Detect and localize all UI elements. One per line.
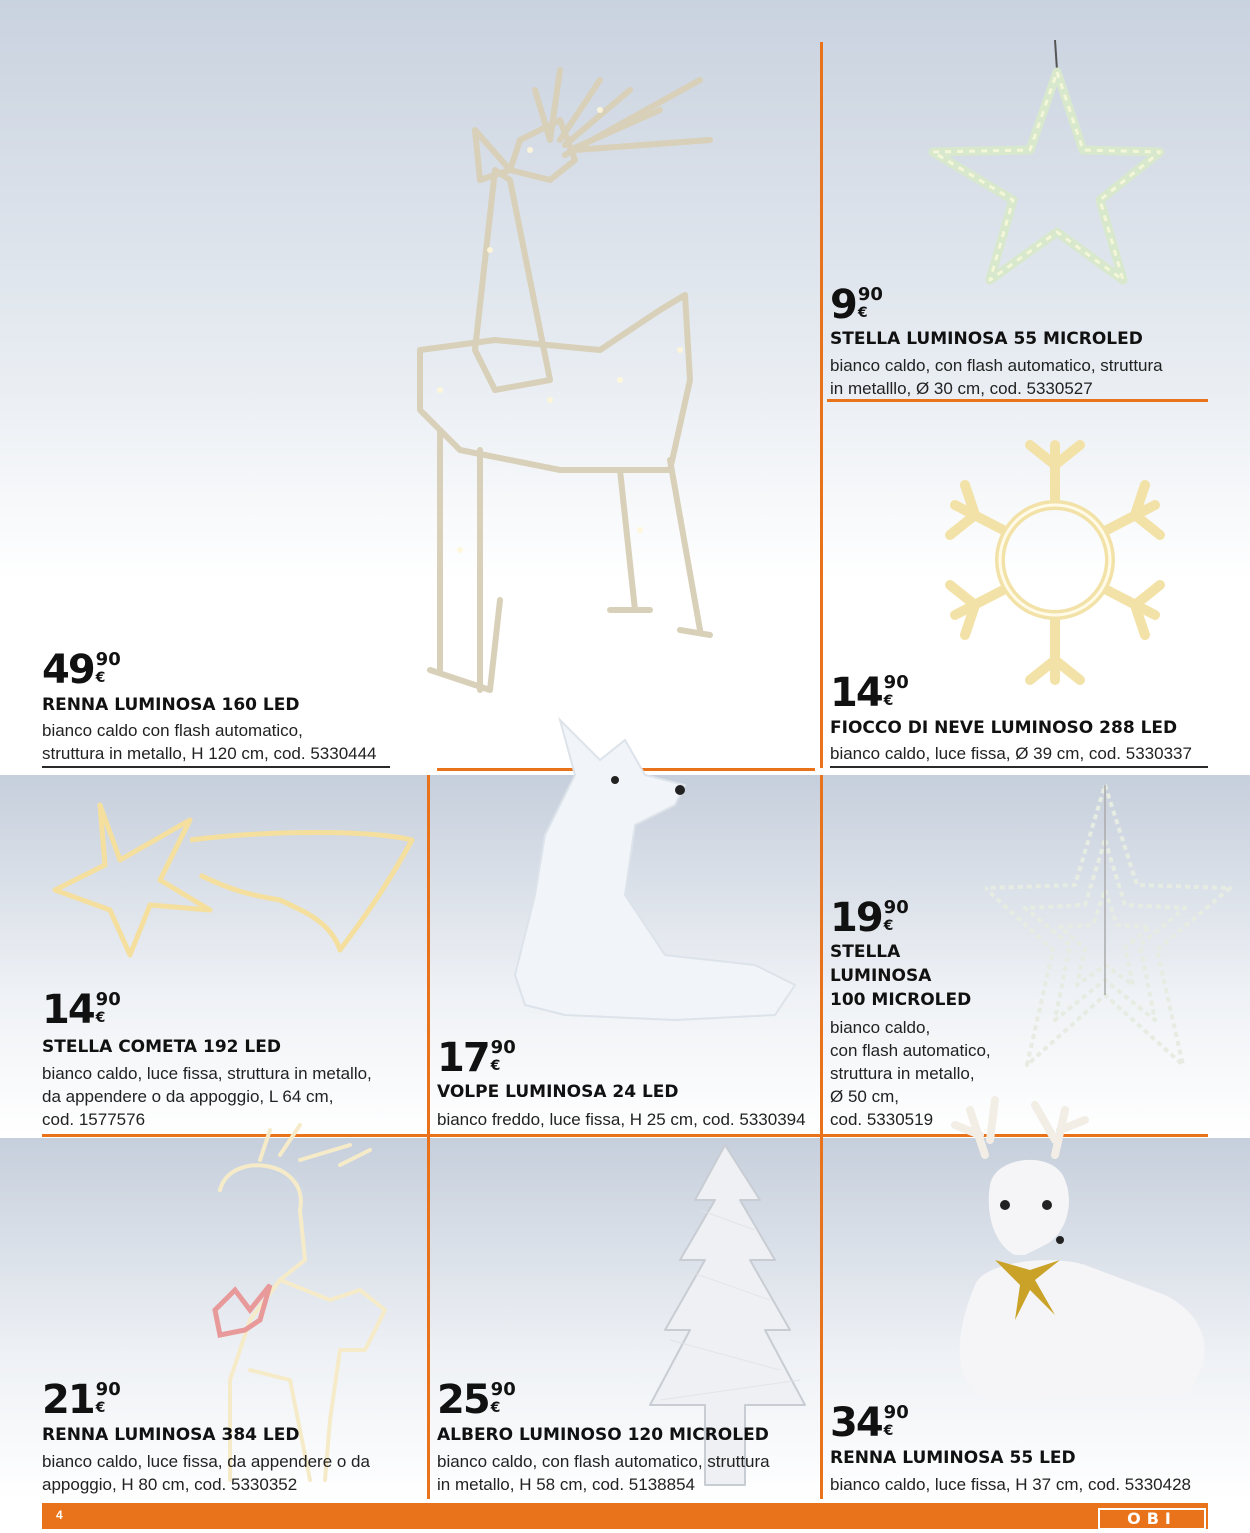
obi-logo: OBI [1098, 1508, 1206, 1530]
reindeer-image [400, 50, 730, 700]
title-stella-100-line1: STELLA [830, 942, 901, 962]
star-image [925, 40, 1165, 290]
desc-renna-55-line1: bianco caldo, luce fissa, H 37 cm, cod. 5330428 [830, 1475, 1191, 1494]
price-stella-55: 9 90 € [830, 282, 883, 328]
title-volpe-24: VOLPE LUMINOSA 24 LED [437, 1082, 679, 1102]
underline-renna-160 [42, 766, 390, 768]
comet-image [50, 800, 420, 960]
title-renna-160: RENNA LUMINOSA 160 LED [42, 695, 300, 715]
divider-vertical-top [820, 42, 823, 768]
desc-renna-384-line2: appoggio, H 80 cm, cod. 5330352 [42, 1475, 298, 1494]
title-cometa-192: STELLA COMETA 192 LED [42, 1037, 281, 1057]
underline-fiocco [830, 766, 1208, 768]
snowflake-image [935, 420, 1175, 700]
price-albero-120: 25 90 € [437, 1377, 516, 1423]
desc-cometa-192-line1: bianco caldo, luce fissa, struttura in metallo, [42, 1064, 372, 1083]
desc-stella-100-line4: Ø 50 cm, [830, 1087, 899, 1106]
desc-stella-100-line1: bianco caldo, [830, 1018, 931, 1037]
desc-cometa-192-line2: da appendere o da appoggio, L 64 cm, [42, 1087, 334, 1106]
desc-albero-120-line1: bianco caldo, con flash automatico, struttura [437, 1452, 770, 1471]
sitting-reindeer-image [935, 1095, 1225, 1405]
desc-stella-100-line2: con flash automatico, [830, 1041, 991, 1060]
desc-stella-100-line5: cod. 5330519 [830, 1110, 934, 1129]
title-fiocco-288: FIOCCO DI NEVE LUMINOSO 288 LED [830, 718, 1178, 738]
fox-image [505, 715, 805, 1025]
title-renna-384: RENNA LUMINOSA 384 LED [42, 1425, 300, 1445]
price-stella-100: 19 90 € [830, 895, 909, 941]
desc-renna-160-line1: bianco caldo con flash automatico, [42, 721, 303, 740]
desc-albero-120-line2: in metallo, H 58 cm, cod. 5138854 [437, 1475, 695, 1494]
desc-stella-55-line2: in metalllo, Ø 30 cm, cod. 5330527 [830, 379, 1093, 398]
price-renna-384: 21 90 € [42, 1377, 121, 1423]
title-stella-100-line2: LUMINOSA [830, 966, 932, 986]
desc-cometa-192-line3: cod. 1577576 [42, 1110, 146, 1129]
price-fiocco-288: 14 90 € [830, 670, 909, 716]
desc-fiocco-288-line1: bianco caldo, luce fissa, Ø 39 cm, cod. 5330337 [830, 744, 1192, 763]
desc-renna-384-line1: bianco caldo, luce fissa, da appendere o da [42, 1452, 370, 1471]
price-volpe-24: 17 90 € [437, 1035, 516, 1081]
title-albero-120: ALBERO LUMINOSO 120 MICROLED [437, 1425, 769, 1445]
desc-stella-100-line3: struttura in metallo, [830, 1064, 975, 1083]
footer-bar [42, 1503, 1208, 1529]
desc-renna-160-line2: struttura in metallo, H 120 cm, cod. 5330444 [42, 744, 377, 763]
divider-vertical-left [427, 775, 430, 1499]
price-renna-160: 49 90 € [42, 647, 121, 693]
desc-stella-55-line1: bianco caldo, con flash automatico, struttura [830, 356, 1163, 375]
title-stella-100-line3: 100 MICROLED [830, 990, 972, 1010]
desc-volpe-24-line1: bianco freddo, luce fissa, H 25 cm, cod. 5330394 [437, 1110, 806, 1129]
title-stella-55: STELLA LUMINOSA 55 MICROLED [830, 329, 1143, 349]
price-cometa-192: 14 90 € [42, 987, 121, 1033]
title-renna-55: RENNA LUMINOSA 55 LED [830, 1448, 1076, 1468]
page-number: 4 [56, 1508, 63, 1522]
price-renna-55: 34 90 € [830, 1400, 909, 1446]
divider-vertical-right [820, 775, 823, 1499]
layered-star-image [985, 780, 1235, 1070]
